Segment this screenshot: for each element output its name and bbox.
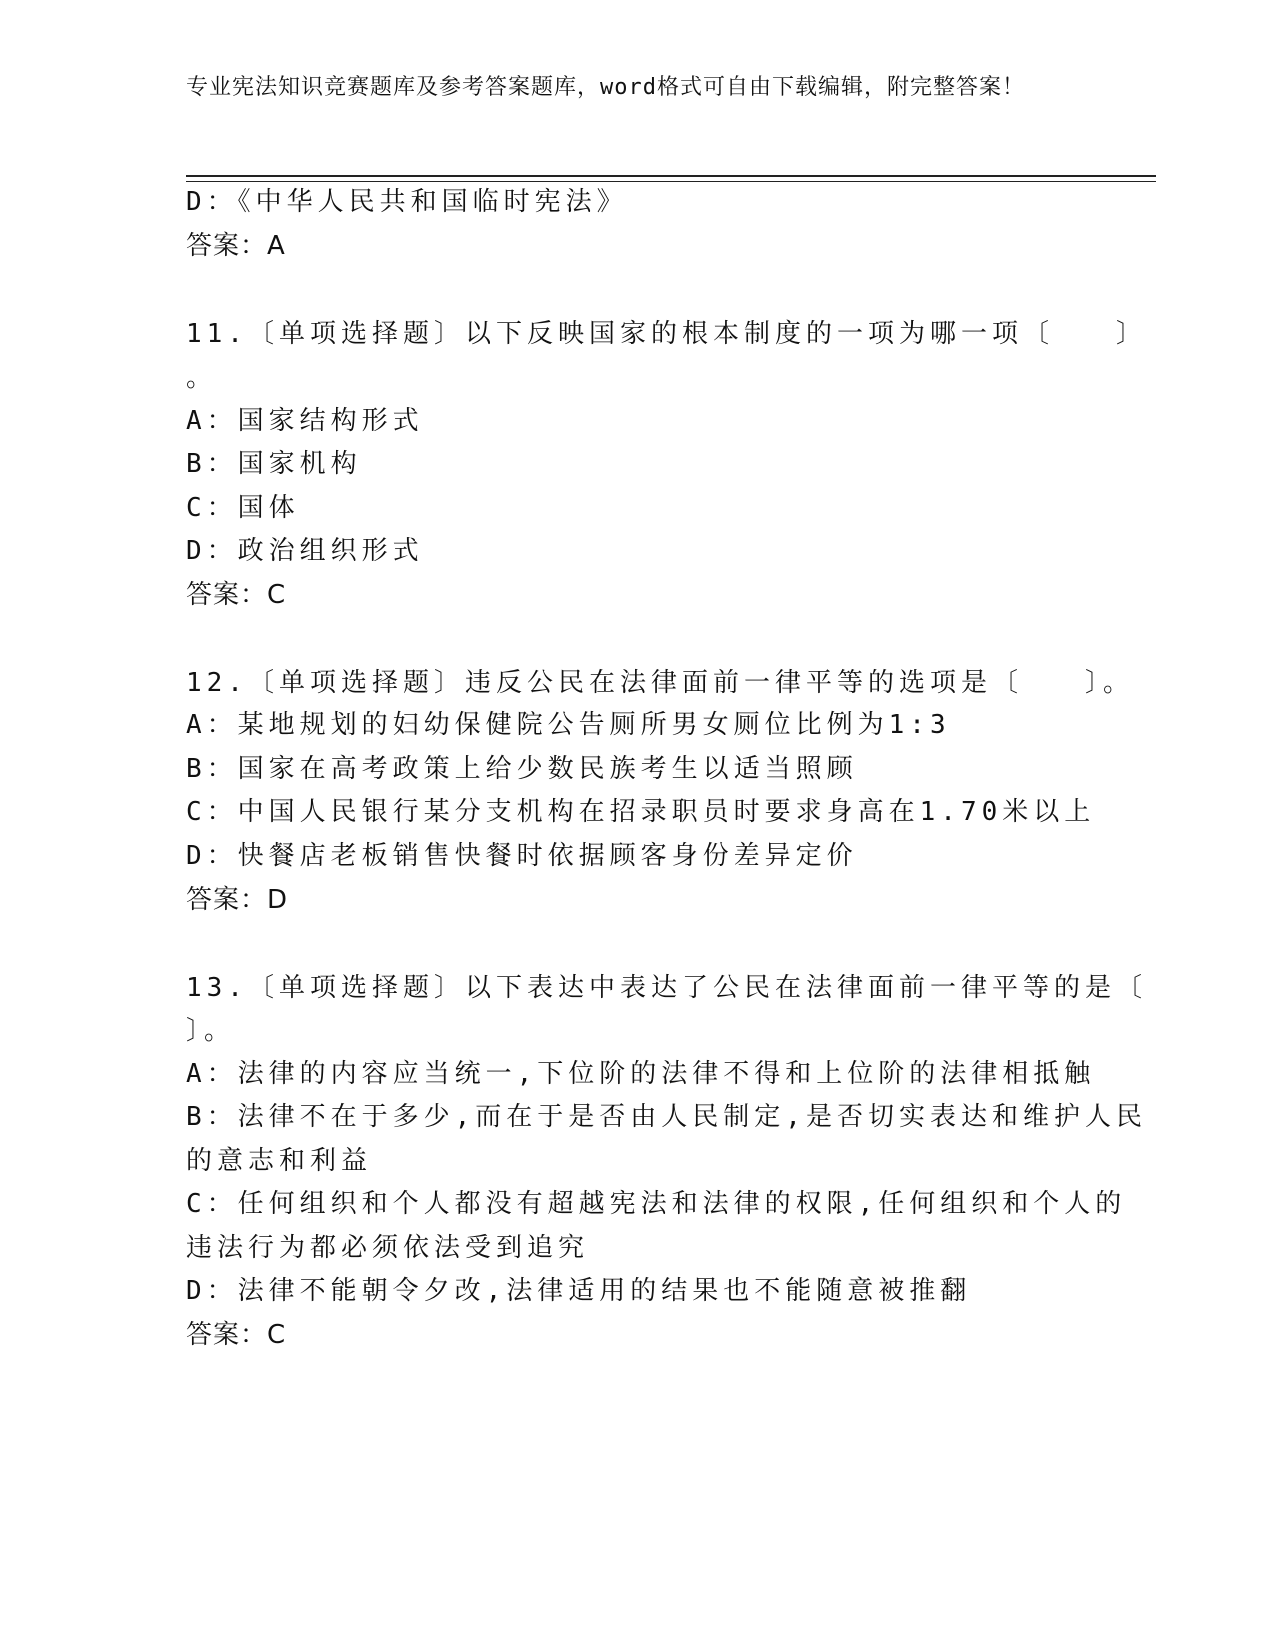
option-b: B：法律不在于多少,而在于是否由人民制定,是否切实表达和维护人民 [186, 1102, 1147, 1132]
option-d: D：快餐店老板销售快餐时依据顾客身份差异定价 [186, 841, 858, 871]
answer-label: 答案：D [186, 885, 289, 915]
header-divider-thick [186, 175, 1156, 177]
option-c-continuation: 违法行为都必须依法受到追究 [186, 1233, 590, 1263]
answer-label: 答案：C [186, 1320, 287, 1350]
question-stem: 11.〔单项选择题〕以下反映国家的根本制度的一项为哪一项〔 〕 [186, 319, 1147, 349]
question-stem: 13.〔单项选择题〕以下表达中表达了公民在法律面前一律平等的是〔 [186, 973, 1147, 1003]
option-a: A：某地规划的妇幼保健院公告厕所男女厕位比例为1:3 [186, 710, 951, 740]
question-stem-continuation: 。 [186, 363, 218, 393]
option-d: D：《中华人民共和国临时宪法》 [186, 187, 628, 217]
option-a: A：法律的内容应当统一,下位阶的法律不得和上位阶的法律相抵触 [186, 1059, 1096, 1089]
option-a: A：国家结构形式 [186, 406, 424, 436]
option-c: C：国体 [186, 493, 300, 523]
question-stem: 12.〔单项选择题〕违反公民在法律面前一律平等的选项是〔 〕。 [186, 668, 1134, 698]
page-header: 专业宪法知识竞赛题库及参考答案题库，word格式可自由下载编辑，附完整答案！ [186, 75, 1025, 100]
option-d: D：政治组织形式 [186, 536, 424, 566]
option-b: B：国家机构 [186, 449, 362, 479]
answer-label: 答案：C [186, 580, 287, 610]
option-c: C：任何组织和个人都没有超越宪法和法律的权限,任何组织和个人的 [186, 1189, 1127, 1219]
answer-label: 答案：A [186, 231, 286, 261]
option-b: B：国家在高考政策上给少数民族考生以适当照顾 [186, 754, 858, 784]
option-b-continuation: 的意志和利益 [186, 1146, 373, 1176]
question-stem-continuation: 〕。 [186, 1016, 236, 1046]
option-c: C：中国人民银行某分支机构在招录职员时要求身高在1.70米以上 [186, 797, 1096, 827]
option-d: D：法律不能朝令夕改,法律适用的结果也不能随意被推翻 [186, 1276, 972, 1306]
